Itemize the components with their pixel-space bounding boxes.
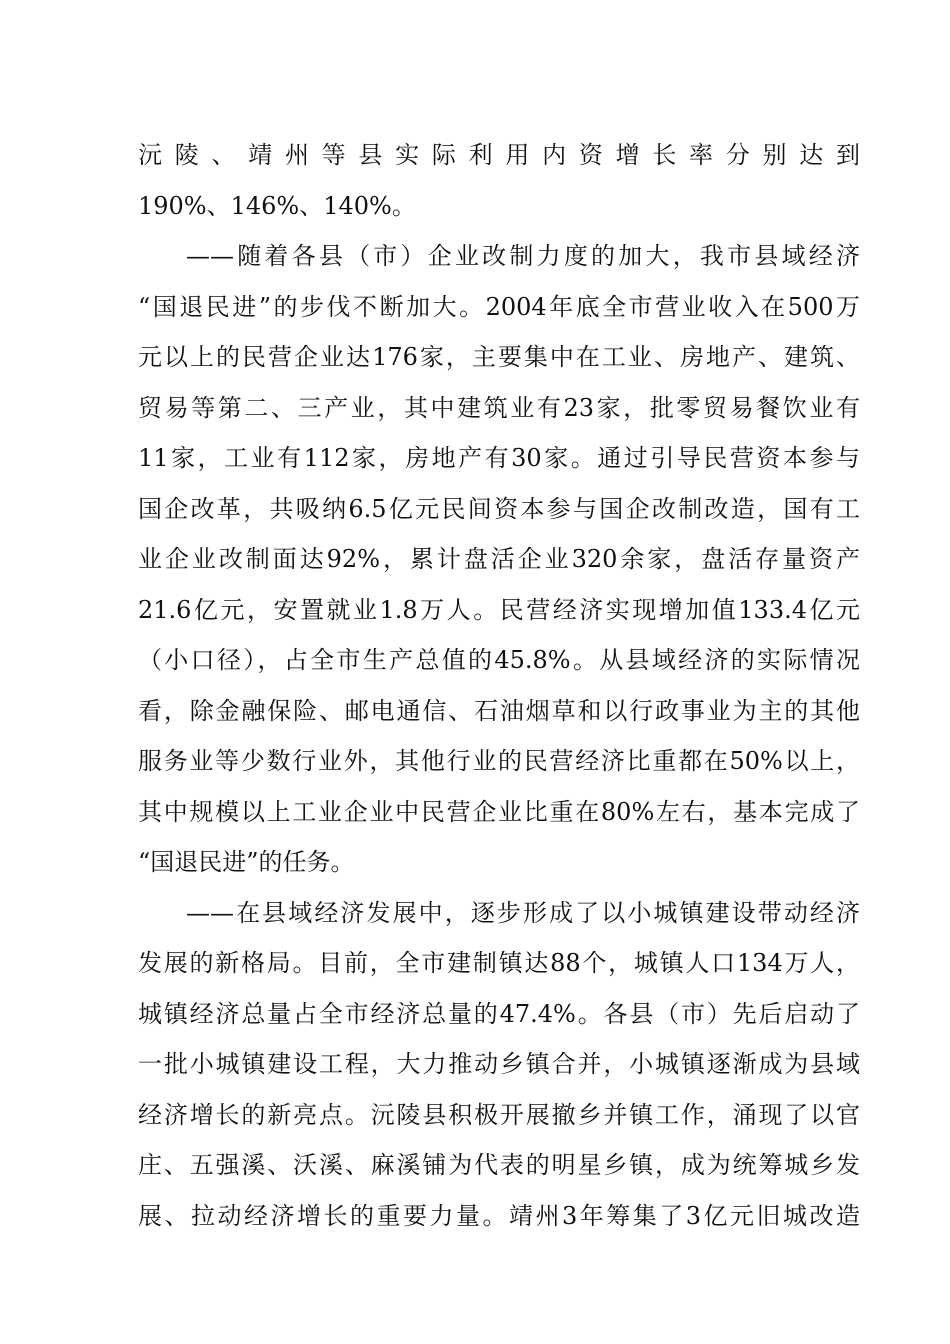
text-line: 其中规模以上工业企业中民营企业比重在80%左右，基本完成了 bbox=[138, 797, 860, 826]
text-line: 元以上的民营企业达176家，主要集中在工业、房地产、建筑、 bbox=[138, 343, 860, 371]
text-line: （小口径），占全市生产总值的45.8%。从县域经济的实际情况 bbox=[138, 646, 860, 674]
text-line: 服务业等少数行业外，其他行业的民营经济比重都在50%以上， bbox=[138, 747, 860, 775]
text-line: 展、拉动经济增长的重要力量。靖州3年筹集了3亿元旧城改造 bbox=[138, 1201, 860, 1230]
text-line: 经济增长的新亮点。沅陵县积极开展撤乡并镇工作，涌现了以官 bbox=[138, 1100, 860, 1129]
text-line: 国企改革，共吸纳6.5亿元民间资本参与国企改制改造，国有工 bbox=[138, 494, 860, 523]
text-line: 一批小城镇建设工程，大力推动乡镇合并，小城镇逐渐成为县域 bbox=[138, 1050, 860, 1078]
text-line: 庄、五强溪、沃溪、麻溪铺为代表的明星乡镇，成为统筹城乡发 bbox=[138, 1151, 860, 1179]
text-line: 发展的新格局。目前，全市建制镇达88个，城镇人口134万人， bbox=[138, 949, 860, 977]
text-line: 贸易等第二、三产业，其中建筑业有23家，批零贸易餐饮业有 bbox=[138, 393, 860, 422]
text-line: 业企业改制面达92%，累计盘活企业320余家，盘活存量资产 bbox=[138, 545, 860, 573]
text-line: 看，除金融保险、邮电通信、石油烟草和以行政事业为主的其他 bbox=[138, 696, 860, 725]
text-line: 沅陵、靖州等县实际利用内资增长率分别达到 bbox=[138, 141, 860, 169]
text-line: “国退民进”的任务。 bbox=[138, 848, 355, 876]
text-line: 190%、146%、140%。 bbox=[138, 191, 416, 220]
paragraph-start-line: ——随着各县（市）企业改制力度的加大，我市县域经济 bbox=[186, 242, 860, 270]
text-line: 11家，工业有112家，房地产有30家。通过引导民营资本参与 bbox=[138, 444, 860, 472]
text-line: “国退民进”的步伐不断加大。2004年底全市营业收入在500万 bbox=[138, 292, 860, 321]
text-line: 城镇经济总量占全市经济总量的47.4%。各县（市）先后启动了 bbox=[138, 999, 860, 1028]
paragraph-start-line: ——在县域经济发展中，逐步形成了以小城镇建设带动经济 bbox=[186, 898, 860, 927]
body-text bbox=[138, 130, 860, 1241]
text-line: 21.6亿元，安置就业1.8万人。民营经济实现增加值133.4亿元 bbox=[138, 595, 860, 624]
